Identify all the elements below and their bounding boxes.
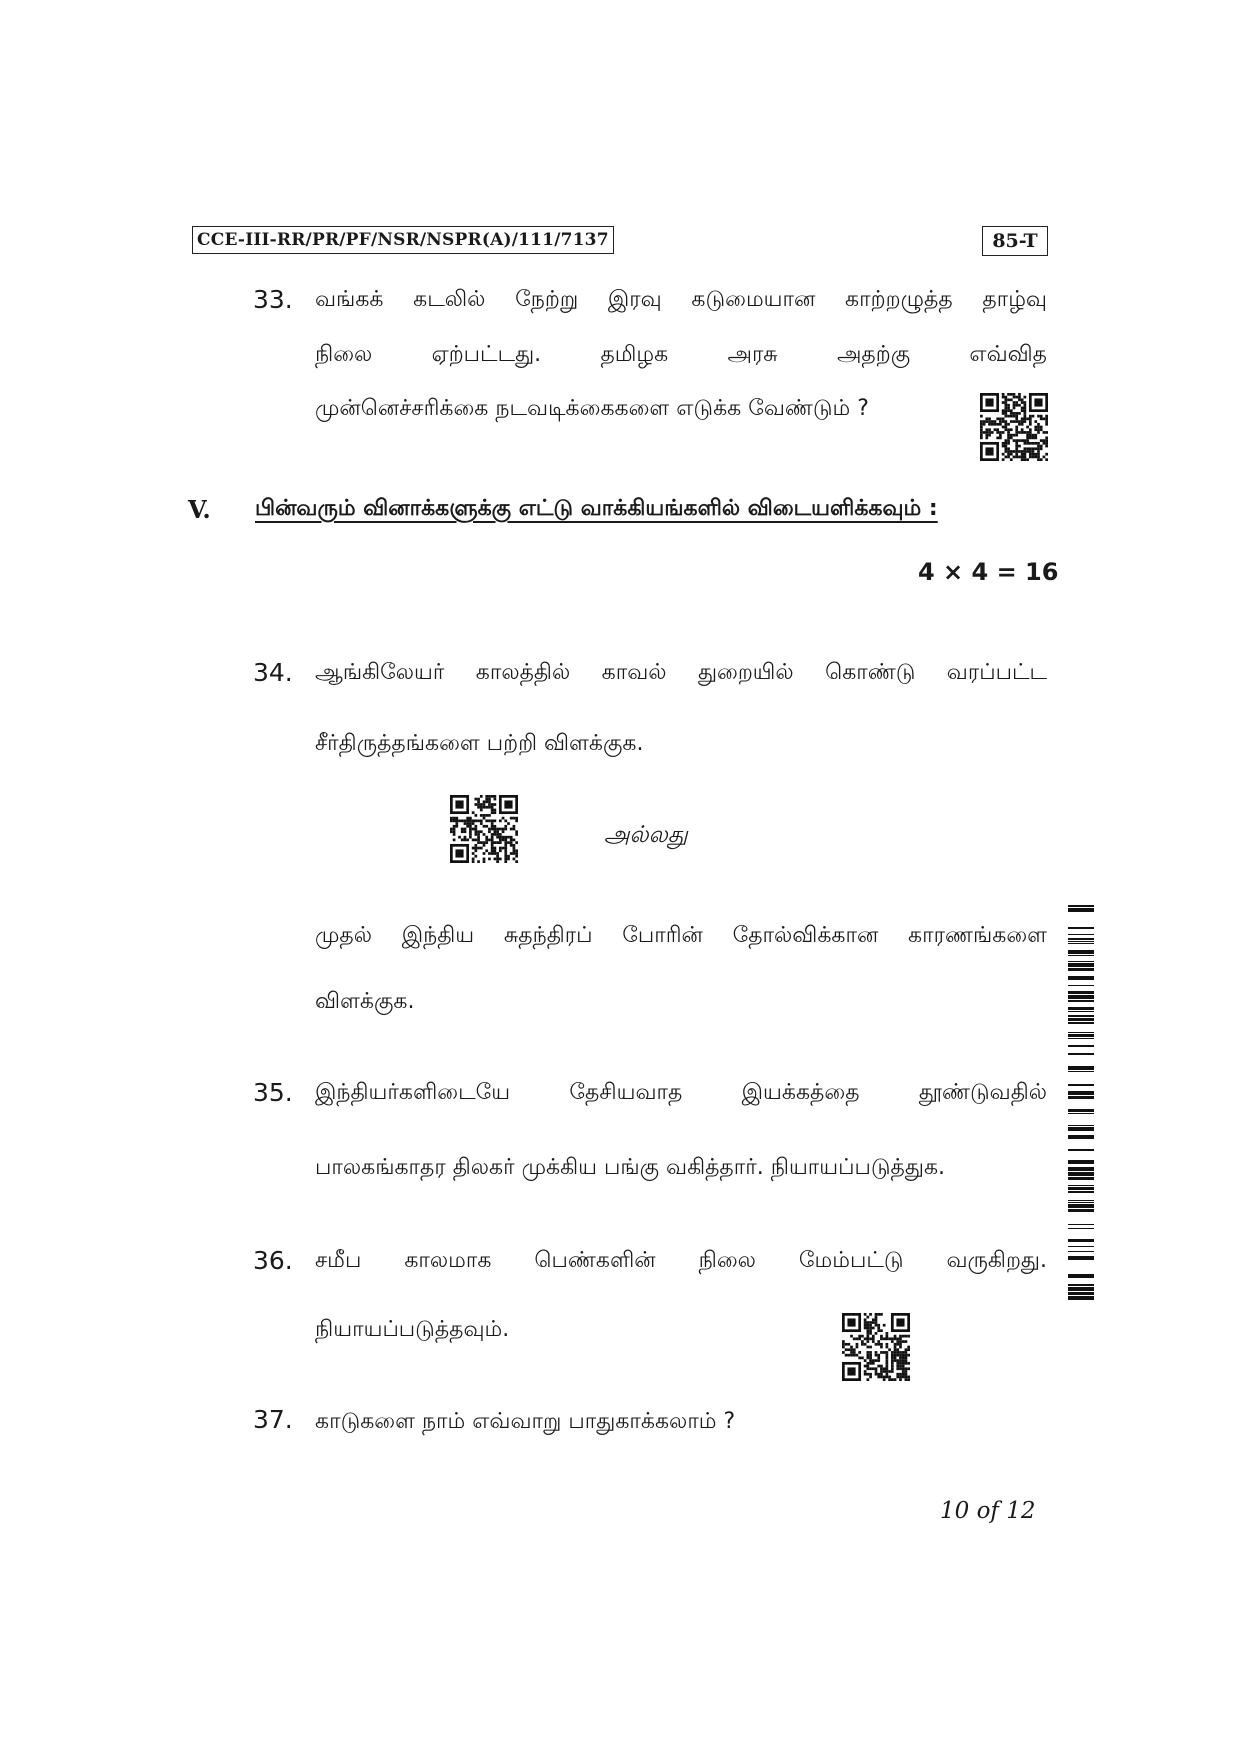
question-35-line-2: பாலகங்காதர திலகர் முக்கிய பங்கு வகித்தார். நியாயப்படுத்துக. [315,1155,946,1180]
qr-code-icon [450,795,518,863]
paper-number: 85-T [982,226,1048,256]
section-number: V. [188,495,211,524]
section-marks: 4 × 4 = 16 [918,558,1059,586]
question-36-line-2: நியாயப்படுத்தவும். [315,1317,510,1342]
qr-code-icon [842,1313,910,1381]
question-33-number: 33. [253,285,293,314]
question-34-alt-line-2: விளக்குக. [315,989,415,1014]
paper-code: CCE-III-RR/PR/PF/NSR/NSPR(A)/111/7137 [192,226,614,254]
question-34-line-2: சீர்திருத்தங்களை பற்றி விளக்குக. [315,731,644,756]
question-36-line-1: சமீப காலமாக பெண்களின் நிலை மேம்பட்டு வருகிறது. [315,1248,1047,1273]
question-33-line-3: முன்னெச்சரிக்கை நடவடிக்கைகளை எடுக்க வேண்டும் ? [315,396,869,421]
question-33-line-1: வங்கக் கடலில் நேற்று இரவு கடுமையான காற்றழுத்த தாழ்வு [315,287,1047,312]
question-36-number: 36. [253,1246,293,1275]
question-37-line-1: காடுகளை நாம் எவ்வாறு பாதுகாக்கலாம் ? [315,1409,736,1434]
barcode-icon [1068,905,1094,1310]
question-35-line-1: இந்தியர்களிடையே தேசியவாத இயக்கத்தை தூண்டுவதில் [315,1080,1047,1105]
question-37-number: 37. [253,1405,293,1434]
question-33-line-2: நிலை ஏற்பட்டது. தமிழக அரசு அதற்கு எவ்வித [315,342,1047,367]
question-35-number: 35. [253,1078,293,1107]
question-34-line-1: ஆங்கிலேயர் காலத்தில் காவல் துறையில் கொண்டு வரப்பட்ட [315,660,1047,685]
section-title: பின்வரும் வினாக்களுக்கு எட்டு வாக்கியங்களில் விடையளிக்கவும் : [255,496,938,521]
or-separator: அல்லது [604,822,688,848]
question-34-alt-line-1: முதல் இந்திய சுதந்திரப் போரின் தோல்விக்கான காரணங்களை [315,923,1047,948]
qr-code-icon [980,393,1048,461]
page-number: 10 of 12 [940,1498,1036,1524]
question-34-number: 34. [253,658,293,687]
